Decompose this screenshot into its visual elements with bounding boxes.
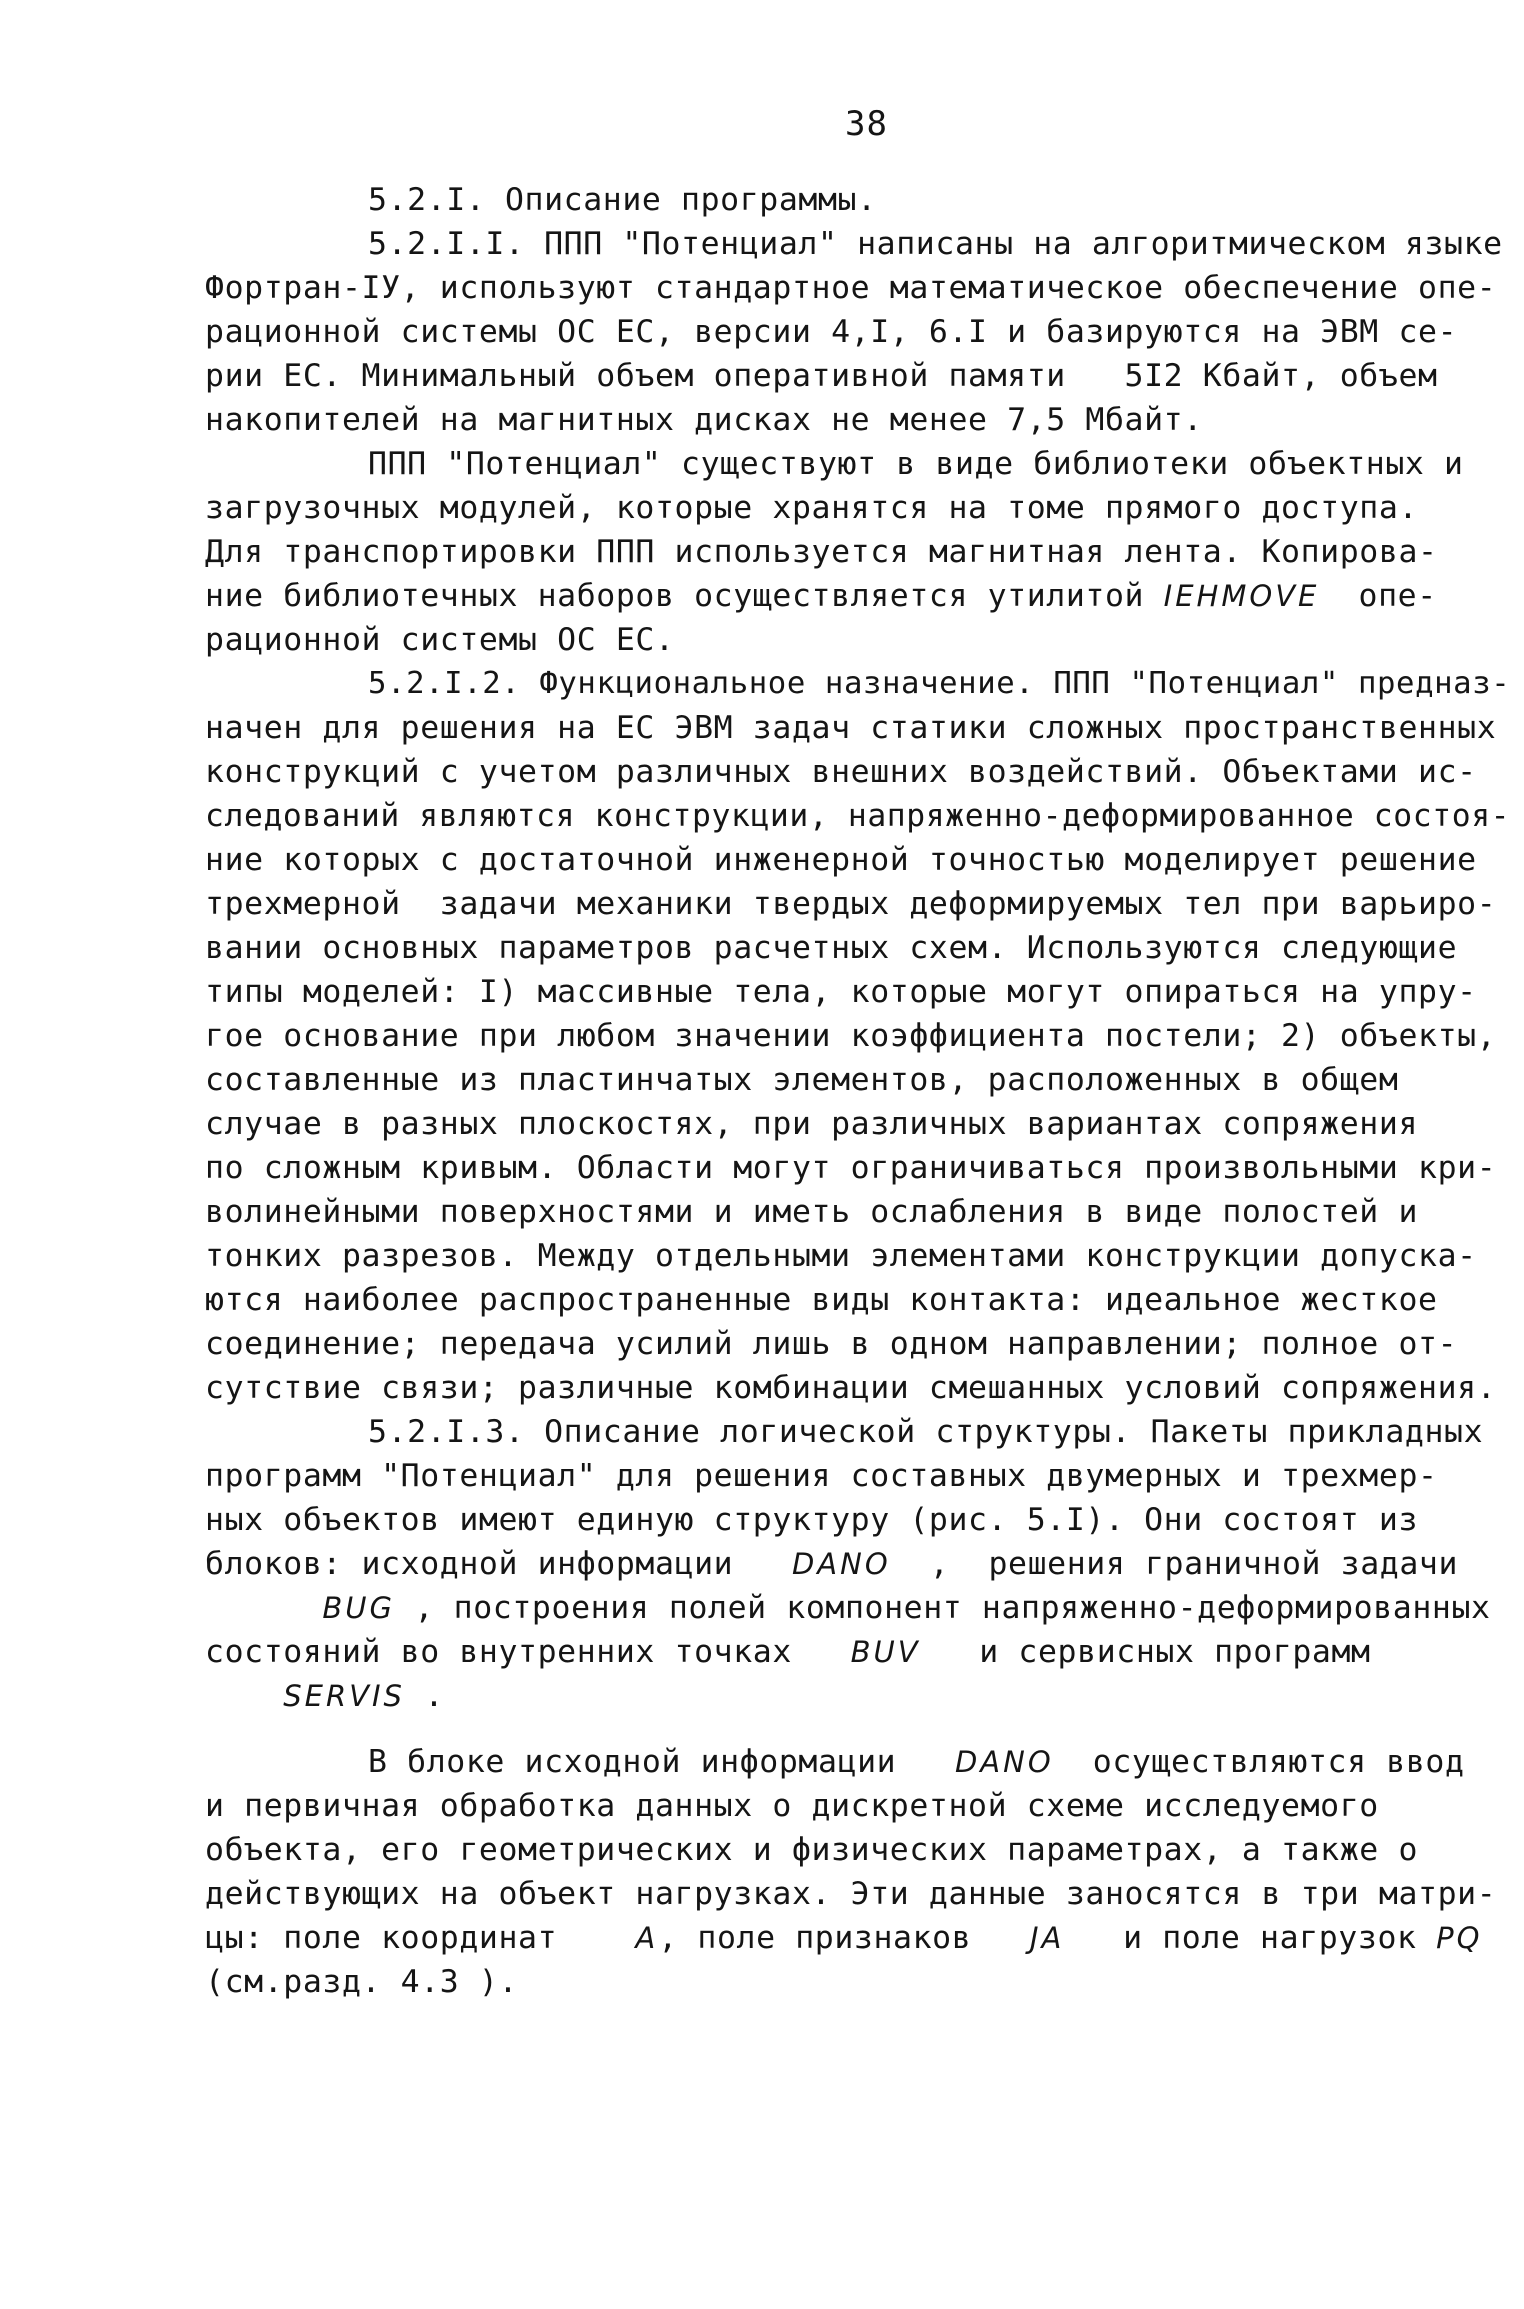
text-line: загрузочных модулей, которые хранятся на томе прямого доступа.: [205, 490, 1419, 526]
text-line: В блоке исходной информации DANO осуществляются ввод: [368, 1744, 1465, 1780]
text-line: 5.2.I.I. ППП "Потенциал" написаны на алгоритмическом языке: [368, 226, 1503, 262]
handwritten-code: PQ: [1436, 1921, 1483, 1955]
text-line: ние которых с достаточной инженерной точностью моделирует решение: [205, 842, 1477, 878]
text-line: программ "Потенциал" для решения составных двумерных и трехмер-: [205, 1458, 1438, 1494]
text-line: Для транспортировки ППП используется магнитная лента. Копирова-: [205, 534, 1438, 570]
text-line: сутствие связи; различные комбинации смешанных условий сопряжения.: [205, 1370, 1497, 1406]
text-line: по сложным кривым. Области могут ограничиваться произвольными кри-: [205, 1150, 1497, 1186]
text-line: тонких разрезов. Между отдельными элементами конструкции допуска-: [205, 1238, 1477, 1274]
text-line: рационной системы ОС ЕС.: [205, 622, 675, 658]
text-line: типы моделей: I) массивные тела, которые могут опираться на упру-: [205, 974, 1477, 1010]
text-line: накопителей на магнитных дисках не менее 7,5 Мбайт.: [205, 402, 1203, 438]
text-line: трехмерной задачи механики твердых деформируемых тел при варьиро-: [205, 886, 1497, 922]
text-line: ние библиотечных наборов осуществляется утилитой IEHMOVE опе-: [205, 578, 1437, 614]
handwritten-code: BUV: [850, 1635, 921, 1669]
handwritten-code: A: [635, 1921, 659, 1955]
text-line: действующих на объект нагрузках. Эти данные заносятся в три матри-: [205, 1876, 1497, 1912]
text-line: (см.разд. 4.3 ).: [205, 1964, 519, 2000]
text-line: случае в разных плоскостях, при различных вариантах сопряжения: [205, 1106, 1419, 1142]
handwritten-code: JA: [1030, 1921, 1065, 1955]
text-line: Фортран-IУ, используют стандартное математическое обеспечение опе-: [205, 270, 1497, 306]
text-line: вании основных параметров расчетных схем. Используются следующие: [205, 930, 1458, 966]
text-line: гое основание при любом значении коэффициента постели; 2) объекты,: [205, 1018, 1497, 1054]
page-number: 38: [845, 104, 888, 144]
text-line: объекта, его геометрических и физических параметрах, а также о: [205, 1832, 1419, 1868]
text-line: цы: поле координат A, поле признаков JA и поле нагрузок PQ: [205, 1920, 1483, 1956]
handwritten-code: DANO: [954, 1745, 1054, 1779]
text-line: BUG , построения полей компонент напряженно-деформированных: [322, 1590, 1491, 1626]
handwritten-code: DANO: [791, 1547, 891, 1581]
text-line: блоков: исходной информации DANO , решения граничной задачи: [205, 1546, 1459, 1582]
text-line: конструкций с учетом различных внешних воздействий. Объектами ис-: [205, 754, 1477, 790]
text-line: ППП "Потенциал" существуют в виде библиотеки объектных и: [368, 446, 1464, 482]
text-line: состояний во внутренних точках BUV и сервисных программ: [205, 1634, 1371, 1670]
text-line: рационной системы ОС ЕС, версии 4,I, 6.I и базируются на ЭВМ се-: [205, 314, 1458, 350]
handwritten-code: BUG: [322, 1591, 395, 1625]
text-line: волинейными поверхностями и иметь ослабления в виде полостей и: [205, 1194, 1419, 1230]
text-line: соединение; передача усилий лишь в одном направлении; полное от-: [205, 1326, 1458, 1362]
text-line: следований являются конструкции, напряженно-деформированное состоя-: [205, 798, 1511, 834]
text-line: 5.2.I.3. Описание логической структуры. Пакеты прикладных: [368, 1414, 1484, 1450]
text-line: ются наиболее распространенные виды контакта: идеальное жесткое: [205, 1282, 1438, 1318]
handwritten-code: SERVIS: [283, 1679, 405, 1713]
text-line: 5.2.I.2. Функциональное назначение. ППП "Потенциал" предназ-: [368, 666, 1511, 701]
text-line: рии ЕС. Минимальный объем оперативной памяти 5I2 Кбайт, объем: [205, 358, 1438, 394]
section-heading: 5.2.I. Описание программы.: [368, 182, 877, 218]
text-line: составленные из пластинчатых элементов, расположенных в общем: [205, 1062, 1399, 1098]
text-line: начен для решения на ЕС ЭВМ задач статики сложных пространственных: [205, 710, 1497, 746]
text-line: ных объектов имеют единую структуру (рис. 5.I). Они состоят из: [205, 1502, 1419, 1538]
text-line: SERVIS .: [283, 1678, 445, 1714]
text-line: и первичная обработка данных о дискретной схеме исследуемого: [205, 1788, 1379, 1824]
handwritten-code: IEHMOVE: [1163, 579, 1320, 613]
